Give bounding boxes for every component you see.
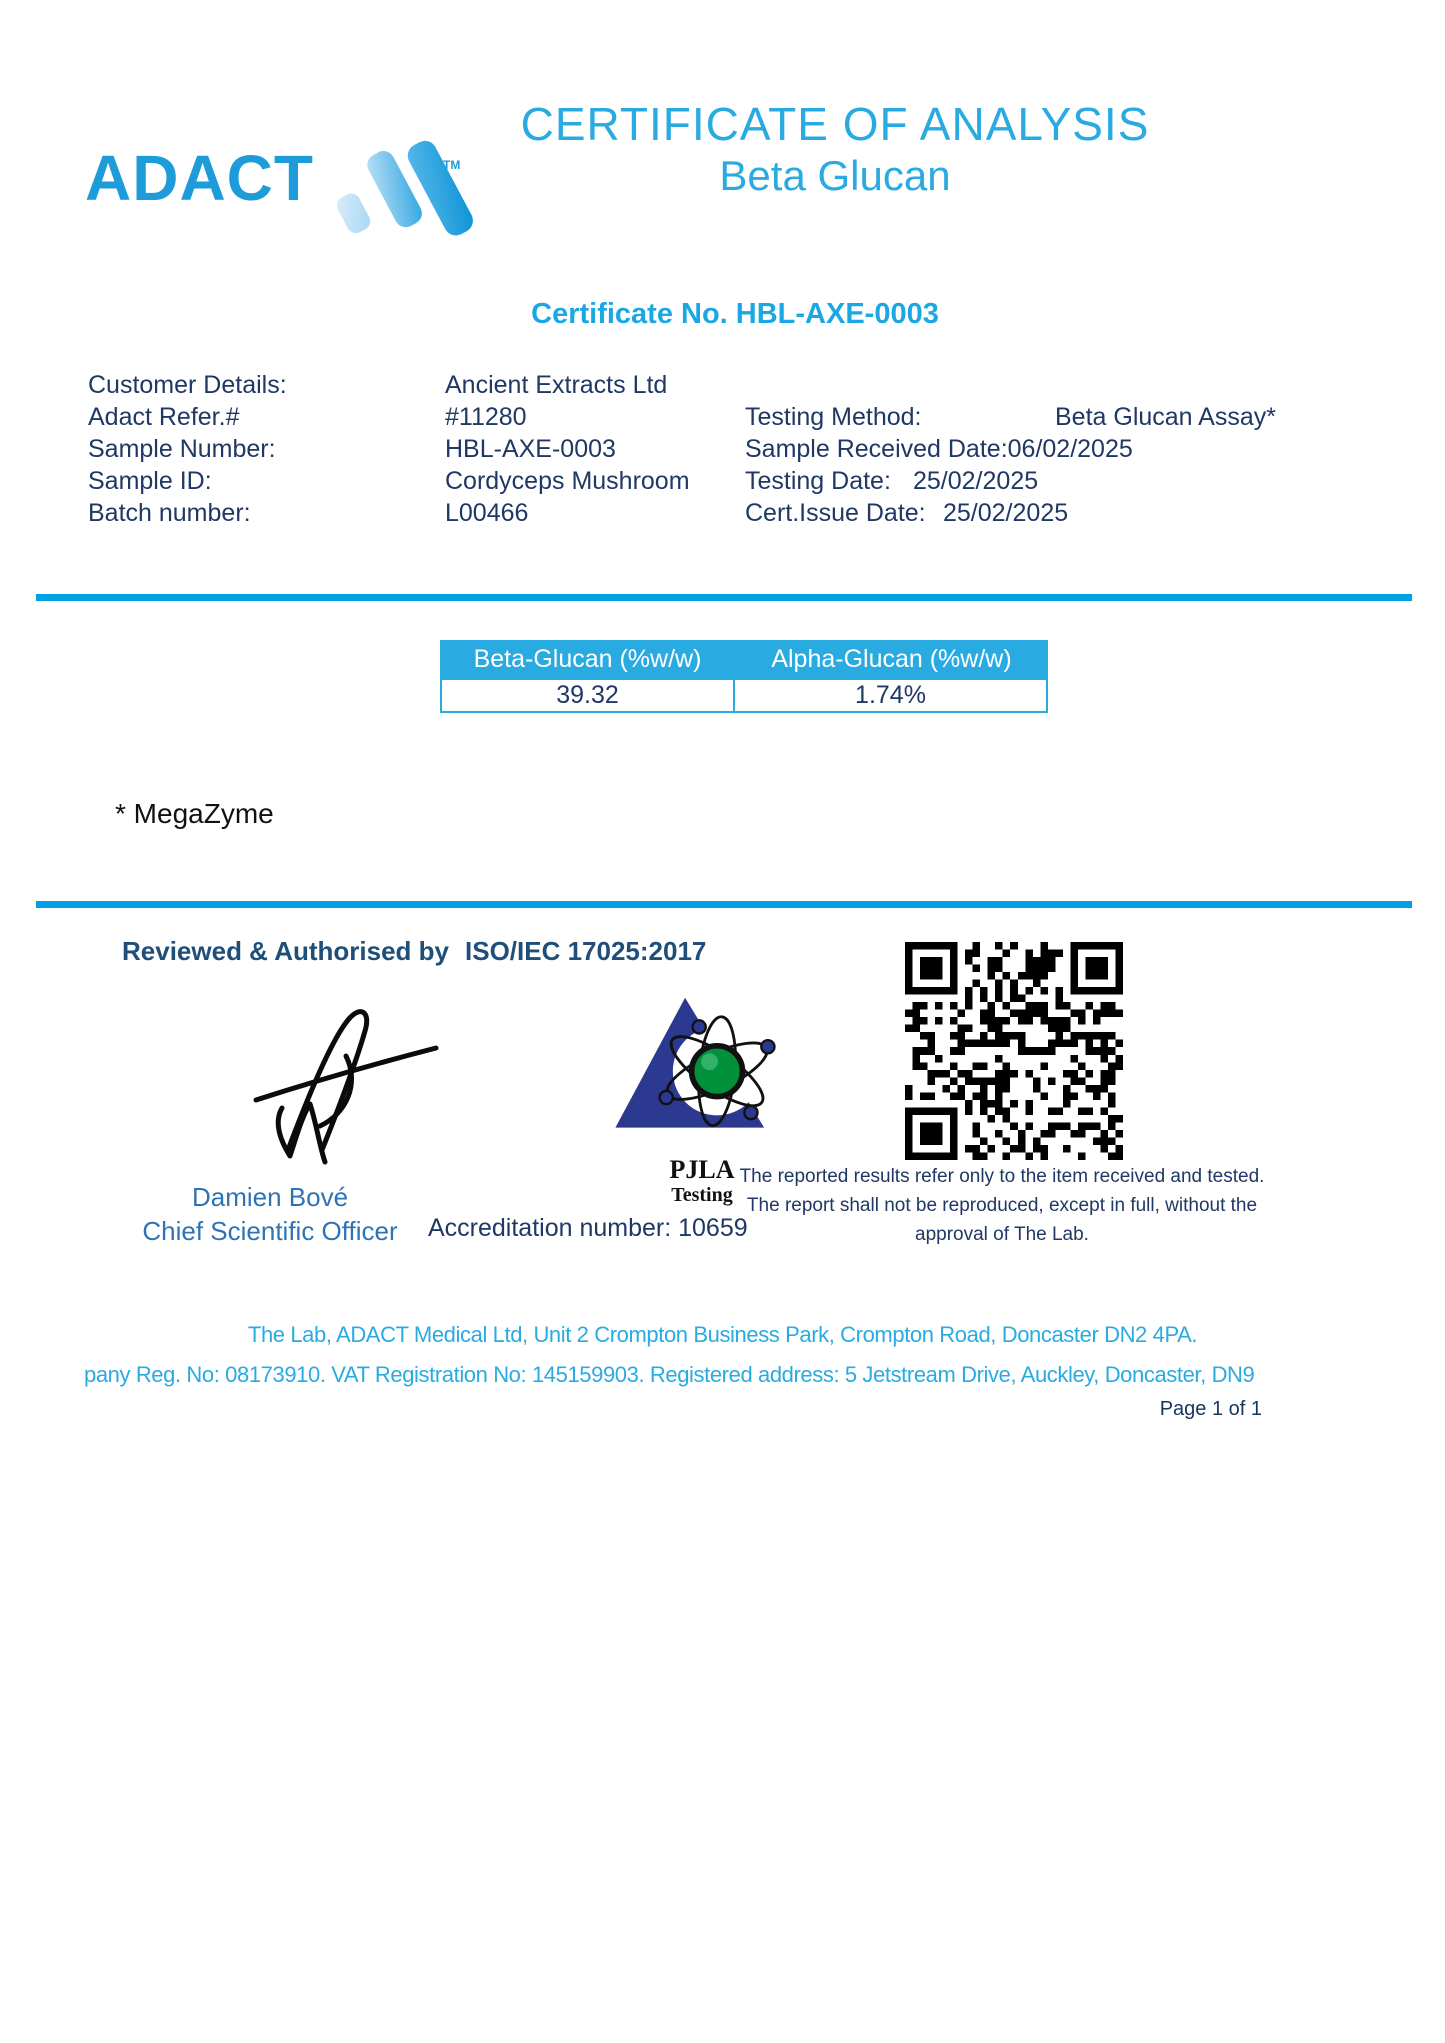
detail-value: HBL-AXE-0003 (445, 435, 616, 463)
title-line-2: Beta Glucan (719, 152, 951, 199)
detail-label: Adact Refer.# (88, 403, 240, 431)
adact-logo-text: ADACT (85, 142, 314, 214)
results-disclaimer: The reported results refer only to the item received and tested. The report shall not be reproduced, except in full, without the approval of The Lab. (739, 1166, 1265, 1245)
detail-value: 25/02/2025 (943, 499, 1069, 527)
footer-address-line-2: pany Reg. No: 08173910. VAT Registration No: 145159903. Registered address: 5 Jetstream Drive, Auckley, Doncaster, DN9 (84, 1362, 1255, 1387)
footer-address-line-1: The Lab, ADACT Medical Ltd, Unit 2 Crompton Business Park, Crompton Road, Doncaster DN2 4PA. (247, 1322, 1198, 1347)
certificate-number: Certificate No. HBL-AXE-0003 (531, 298, 939, 330)
signature-icon (222, 998, 442, 1173)
reviewed-heading (122, 936, 706, 967)
detail-row (88, 402, 527, 432)
results-table-header (440, 640, 1048, 678)
detail-label: Cert.Issue Date: (745, 499, 926, 527)
detail-label: Testing Method: (745, 403, 922, 431)
divider (36, 901, 1412, 908)
pjla-testing-label: Testing (671, 1184, 733, 1206)
method-footnote: * MegaZyme (115, 798, 274, 829)
trademark-symbol: TM (443, 158, 461, 172)
document-title (380, 98, 1290, 202)
divider (36, 594, 1412, 601)
pjla-label: PJLA (669, 1155, 735, 1184)
detail-row (745, 434, 1133, 464)
page-number: Page 1 of 1 (1159, 1398, 1262, 1420)
detail-label: Batch number: (88, 499, 251, 527)
detail-value: Beta Glucan Assay* (1055, 403, 1276, 431)
detail-label: Testing Date: (745, 467, 891, 495)
detail-label: Customer Details: (88, 371, 287, 399)
detail-row (88, 434, 616, 464)
detail-row (88, 498, 528, 528)
signatory-name: Damien Bové (191, 1182, 349, 1212)
column-header: Alpha-Glucan (%w/w) (771, 644, 1012, 673)
title-line-1: CERTIFICATE OF ANALYSIS (520, 98, 1150, 150)
detail-row (88, 466, 690, 496)
qr-code (905, 942, 1123, 1160)
signatory-title: Chief Scientific Officer (142, 1216, 398, 1246)
iso-standard-label: ISO/IEC 17025:2017 (465, 936, 707, 966)
column-header: Beta-Glucan (%w/w) (473, 644, 702, 673)
results-table (440, 640, 1048, 713)
detail-value: L00466 (445, 499, 529, 527)
detail-value: 06/02/2025 (1007, 435, 1133, 463)
detail-value: Cordyceps Mushroom (445, 467, 690, 495)
detail-label: Sample Number: (88, 435, 276, 463)
results-table-row (440, 678, 1048, 713)
result-value: 39.32 (440, 678, 735, 713)
detail-value: 25/02/2025 (913, 467, 1039, 495)
detail-value: #11280 (445, 403, 527, 431)
detail-row (745, 402, 1276, 432)
detail-row (88, 370, 667, 400)
detail-value: Ancient Extracts Ltd (445, 371, 668, 399)
detail-row (745, 466, 1038, 496)
reviewed-label: Reviewed & Authorised by (122, 936, 449, 966)
accreditation-number: Accreditation number: 10659 (428, 1214, 748, 1242)
pjla-triangle-atom-icon (602, 994, 802, 1154)
result-value: 1.74% (735, 678, 1048, 713)
detail-row (745, 498, 1068, 528)
detail-label: Sample ID: (88, 467, 212, 495)
detail-label: Sample Received Date: (745, 435, 1008, 463)
